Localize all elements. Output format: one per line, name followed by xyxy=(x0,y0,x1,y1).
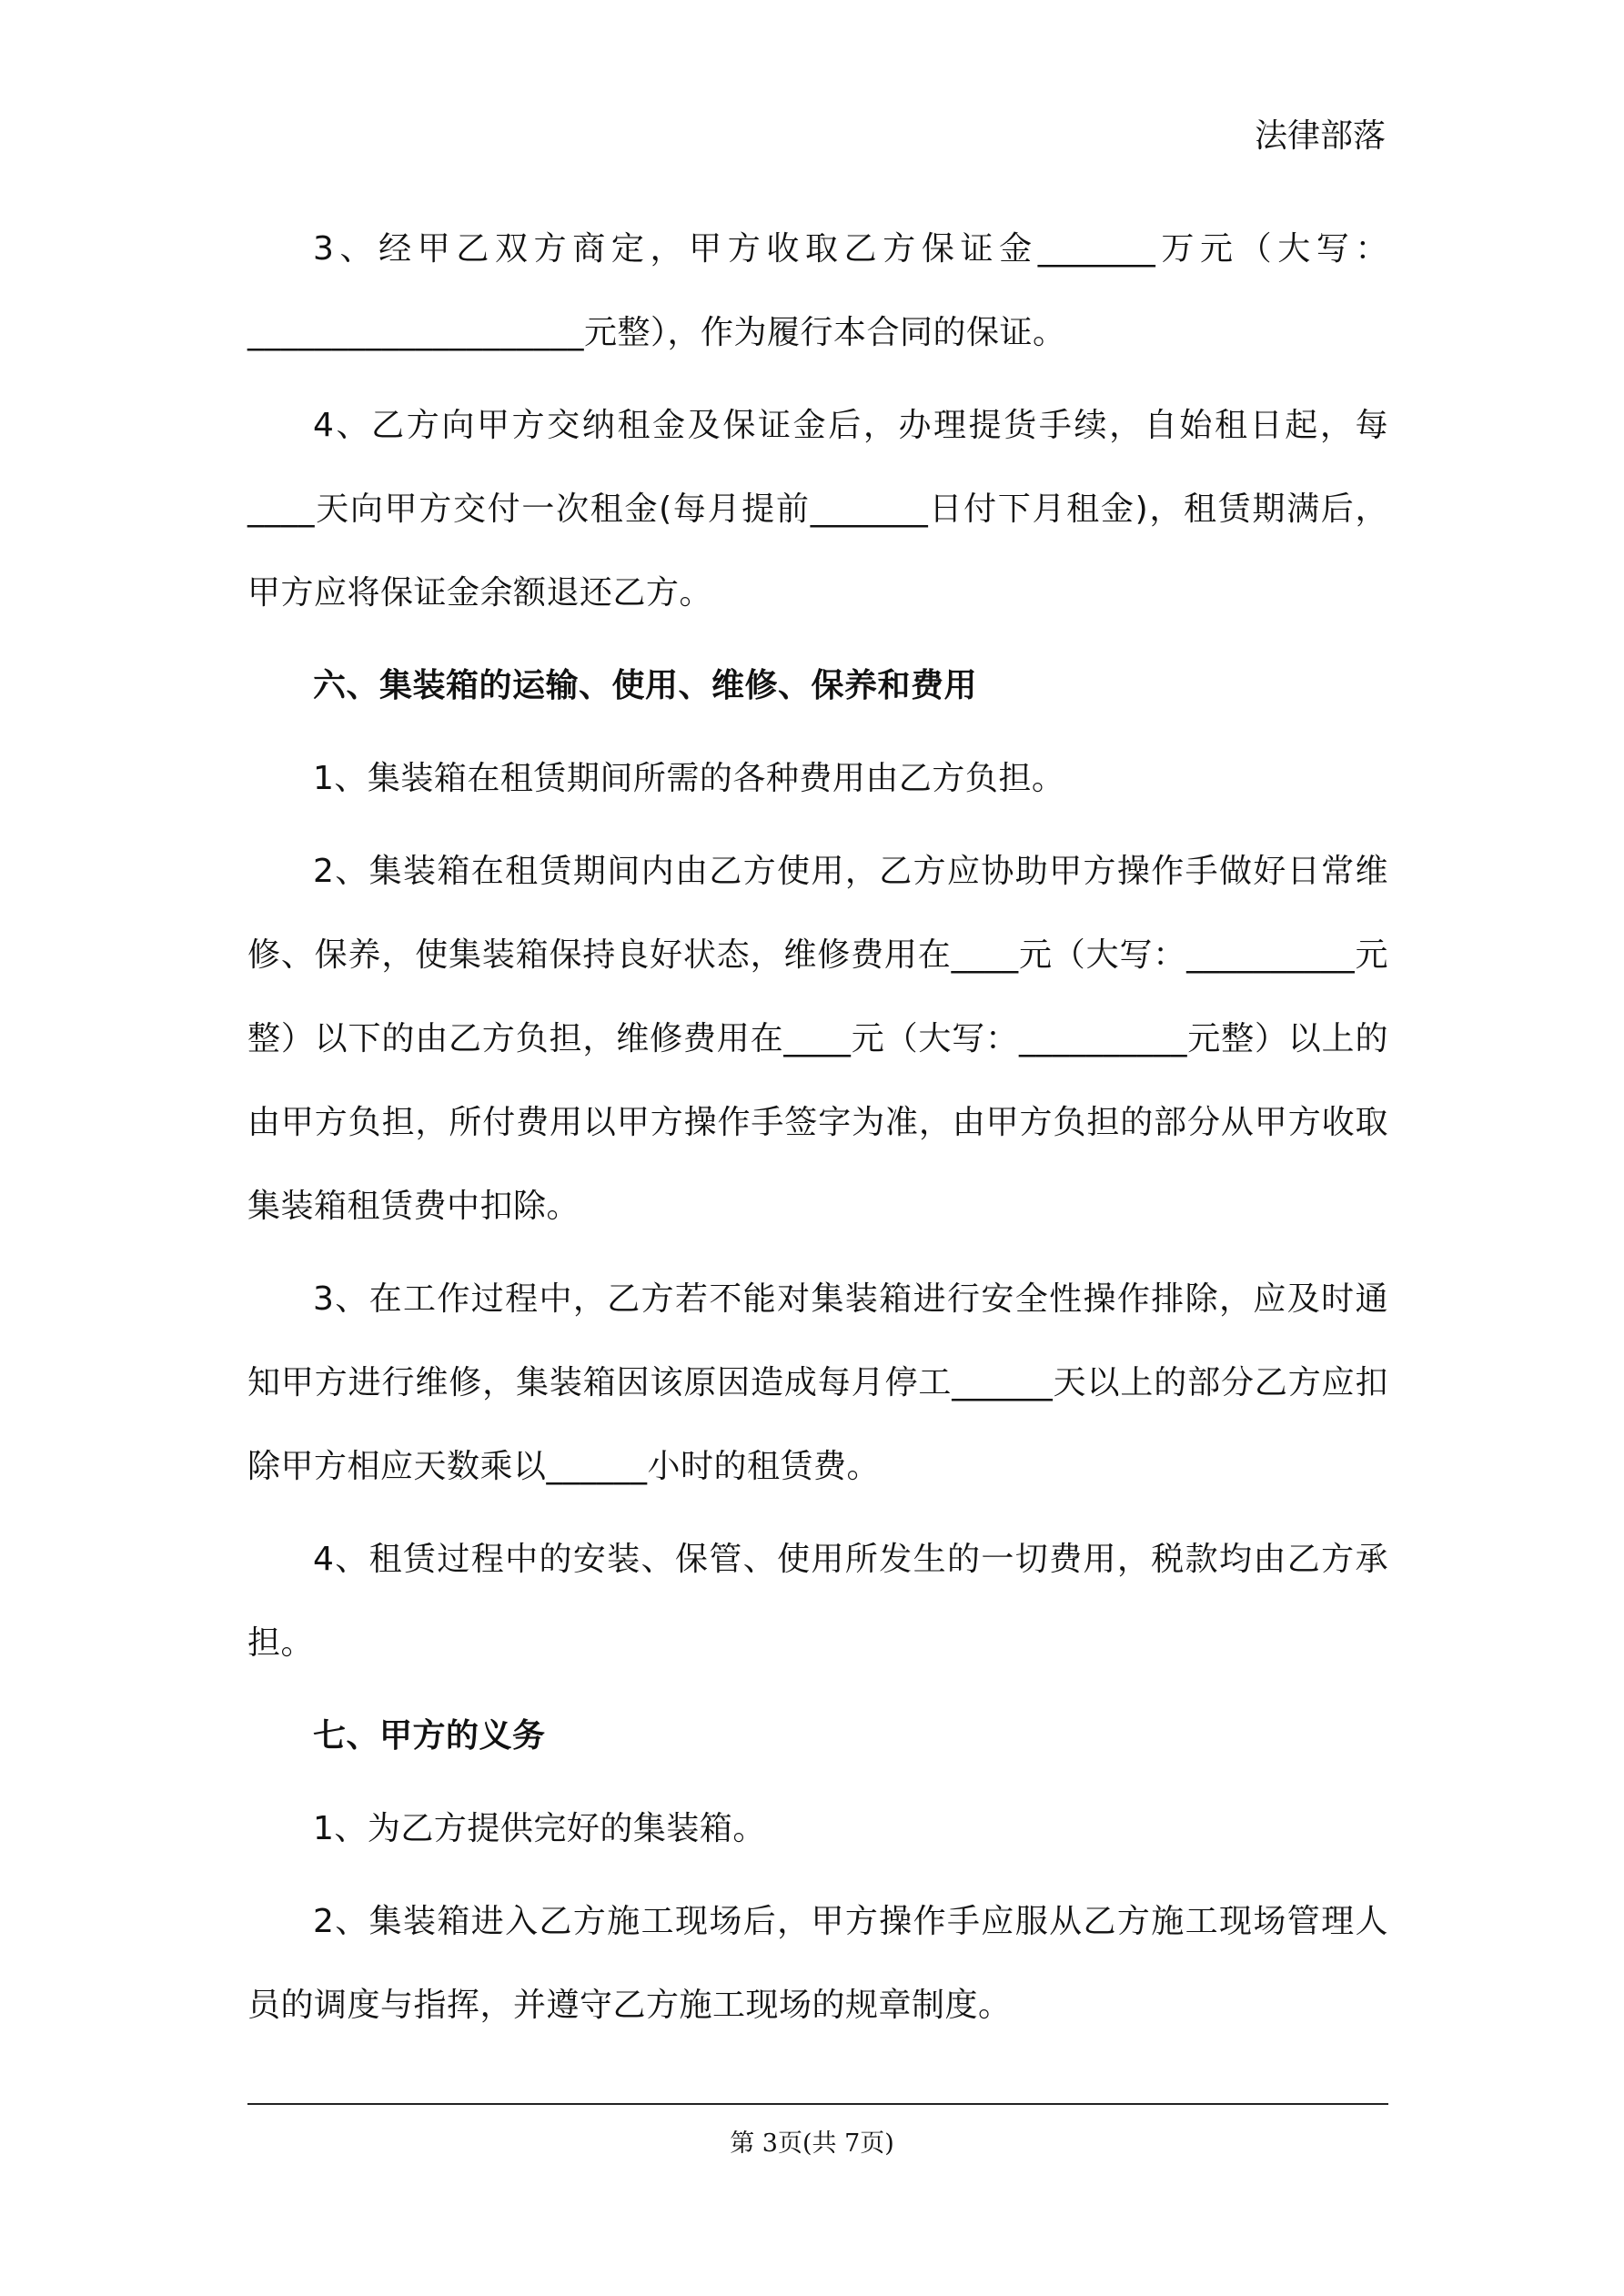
page-number: 第 3页(共 7页) xyxy=(730,2129,894,2158)
clause-5-4: 4、乙方向甲方交纳租金及保证金后，办理提货手续，自始租日起，每____天向甲方交付一次租金(每月提前_______日付下月租金)，租赁期满后，甲方应将保证金余额退还乙方。 xyxy=(247,407,1388,612)
section-heading-6: 六、集装箱的运输、使用、维修、保养和费用 xyxy=(313,667,978,704)
clause-6-2: 2、集装箱在租赁期间内由乙方使用，乙方应协助甲方操作手做好日常维修、保养，使集装箱保持良好状态，维修费用在____元（大写：__________元整）以下的由乙方负担，维修费用在____元（大写：__________元整）以上的由甲方负担，所付费用以甲方操作手签字为准，由甲方负担的部分从甲方收取集装箱租赁费中扣除。 xyxy=(247,853,1388,1225)
footer-divider xyxy=(247,2103,1388,2105)
clause-6-4: 4、租赁过程中的安装、保管、使用所发生的一切费用，税款均由乙方承担。 xyxy=(247,1541,1388,1662)
header-brand: 法律部落 xyxy=(1254,117,1386,155)
clause-7-2: 2、集装箱进入乙方施工现场后，甲方操作手应服从乙方施工现场管理人员的调度与指挥，并遵守乙方施工现场的规章制度。 xyxy=(247,1903,1388,2024)
clause-5-3: 3、经甲乙双方商定，甲方收取乙方保证金_______万元（大写：____________________元整），作为履行本合同的保证。 xyxy=(247,230,1388,351)
document-body xyxy=(247,207,1388,2057)
clause-6-1: 1、集装箱在租赁期间所需的各种费用由乙方负担。 xyxy=(313,760,1065,797)
clause-6-3: 3、在工作过程中，乙方若不能对集装箱进行安全性操作排除，应及时通知甲方进行维修，集装箱因该原因造成每月停工______天以上的部分乙方应扣除甲方相应天数乘以______小时的租赁费。 xyxy=(247,1280,1388,1485)
section-heading-7: 七、甲方的义务 xyxy=(313,1717,546,1755)
clause-7-1: 1、为乙方提供完好的集装箱。 xyxy=(313,1810,766,1847)
